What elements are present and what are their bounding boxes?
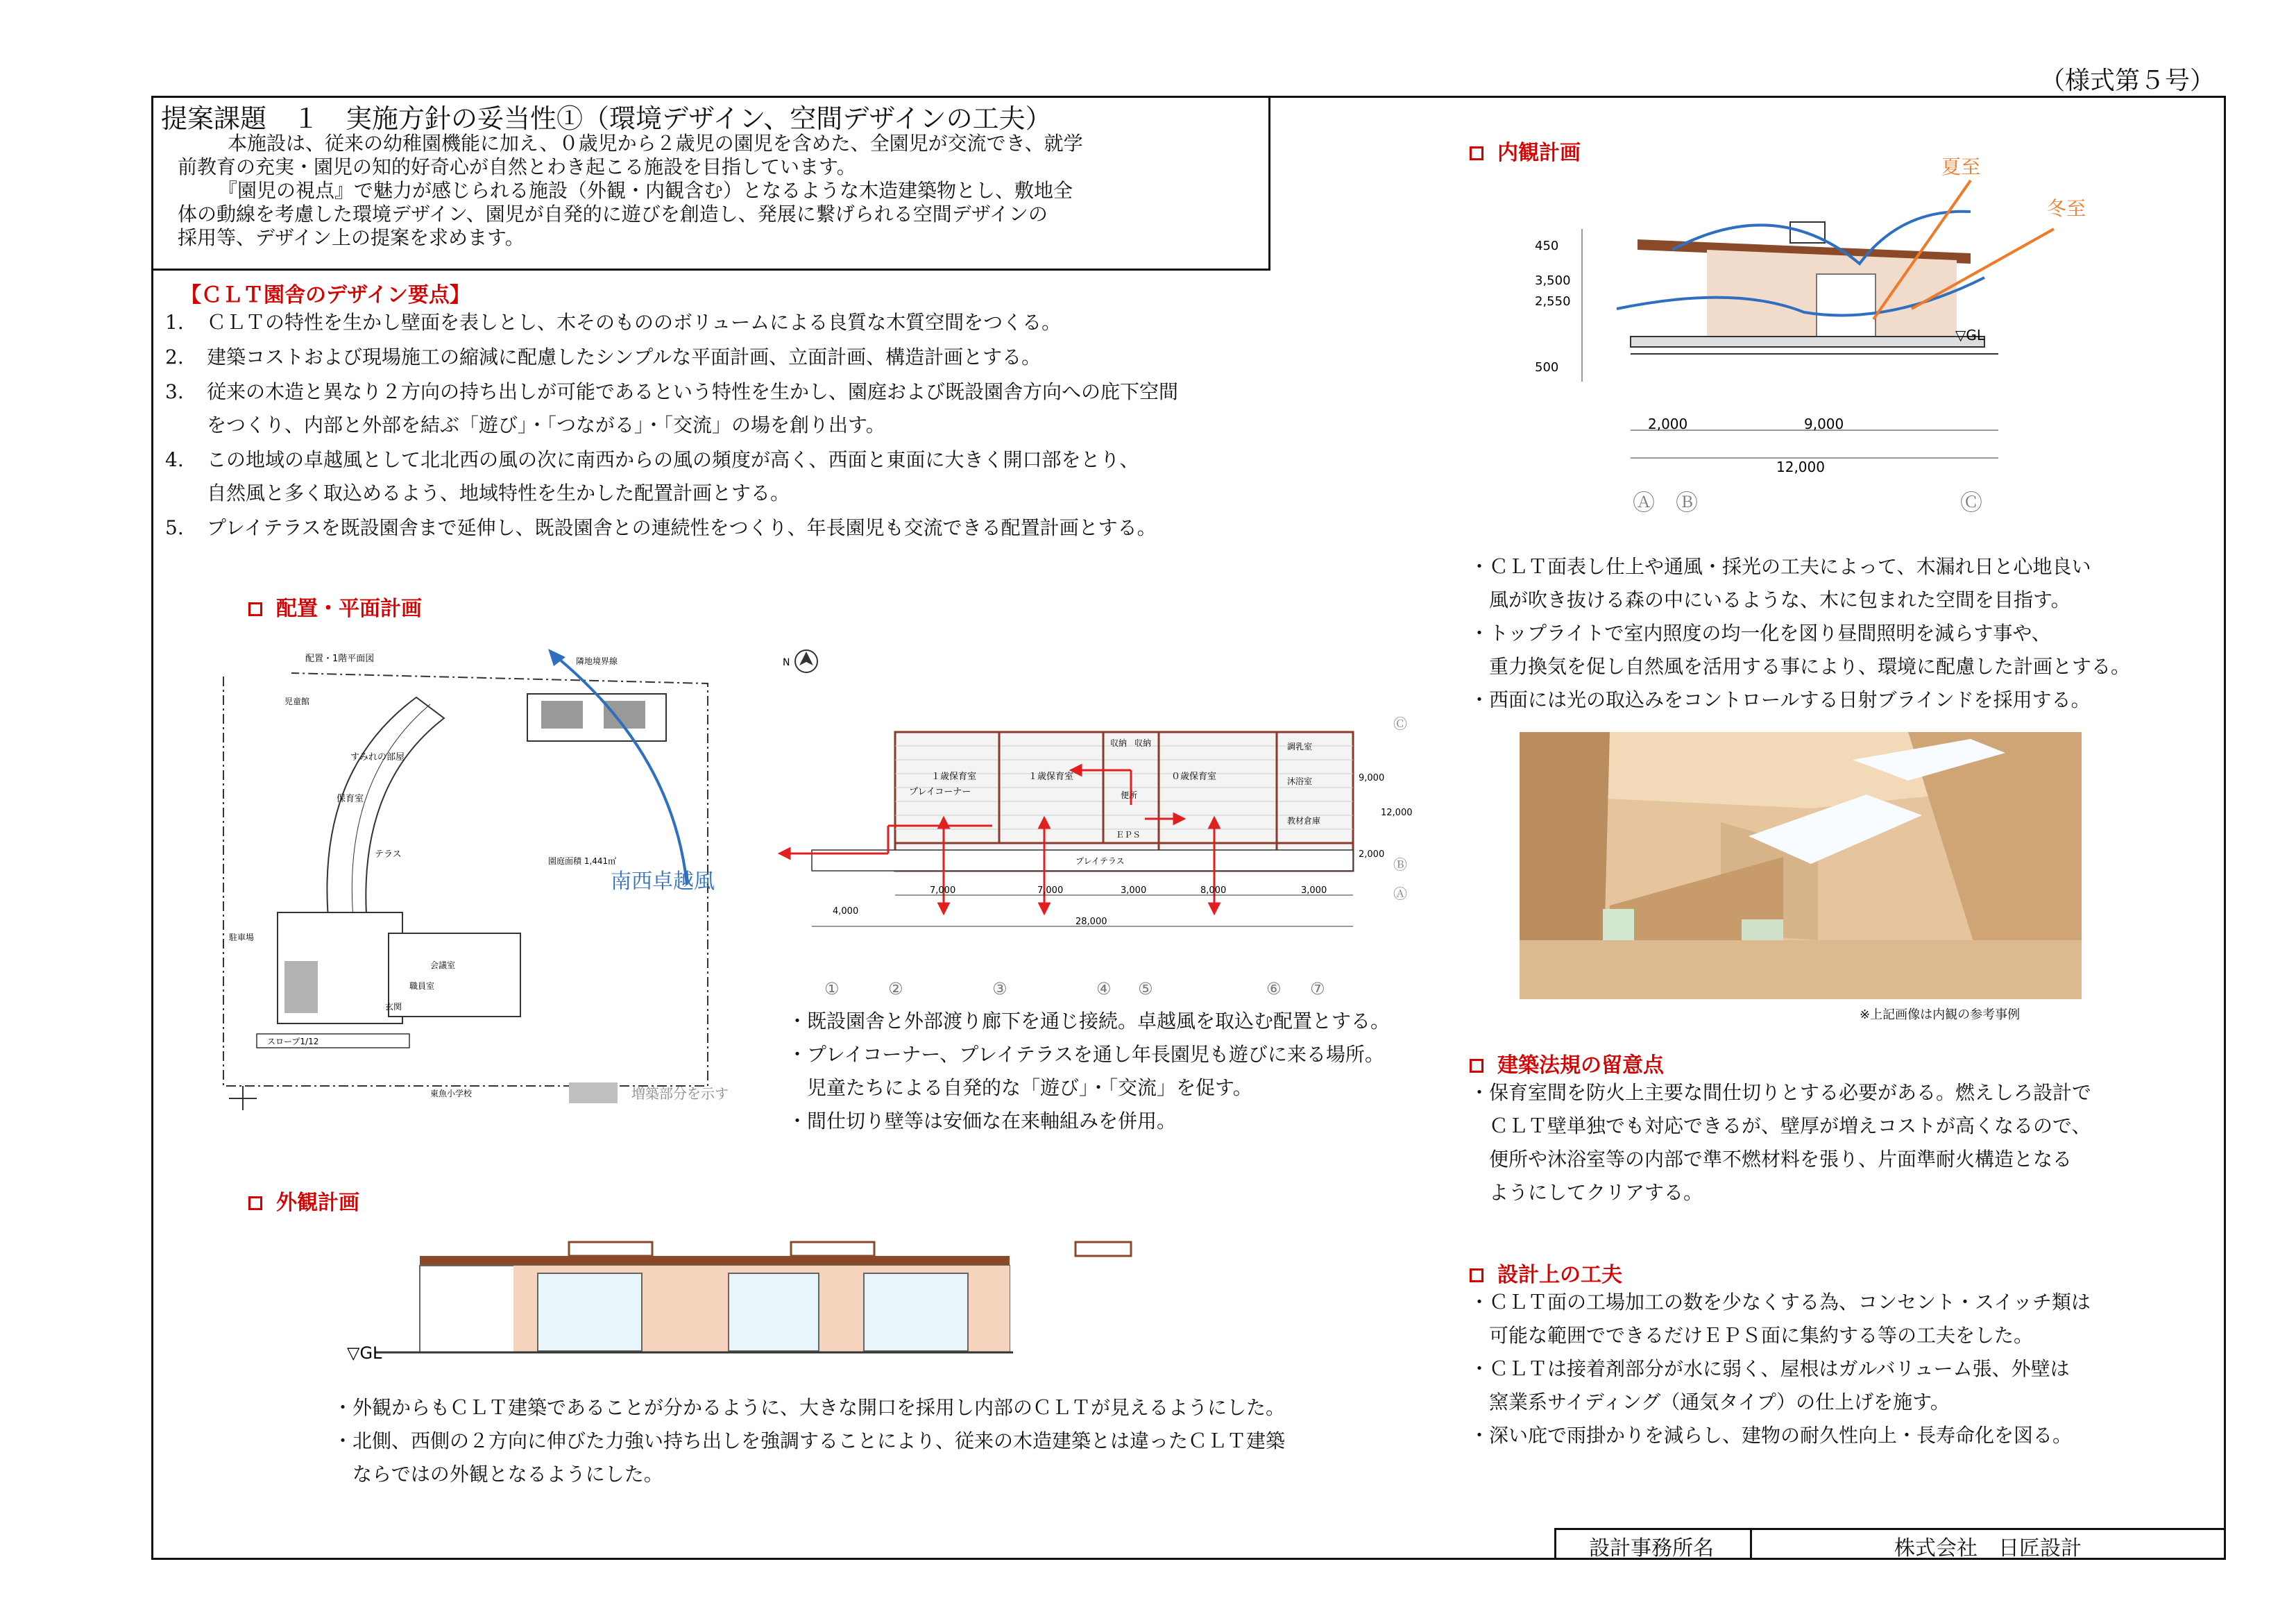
- grid-axis-label: ⑥: [1266, 979, 1282, 999]
- interior-notes: [1470, 555, 2233, 722]
- task-title: 提案課題 １ 実施方針の妥当性①（環境デザイン、空間デザインの工夫）: [161, 103, 1052, 134]
- dim-label: 3,500: [1535, 273, 1571, 288]
- room-label: すみれの部屋: [350, 752, 405, 763]
- grid-axis-label: ⑤: [1138, 979, 1153, 999]
- note-line: ・ＣＬＴは接着剤部分が水に弱く、屋根はガルバリューム張、外壁は: [1470, 1357, 2070, 1380]
- interior-section: [1527, 153, 2086, 527]
- axis-label: Ⓑ: [1676, 489, 1699, 516]
- svg-text:N: N: [783, 657, 790, 668]
- legend-swatch: [569, 1082, 618, 1103]
- list-number: 5.: [165, 516, 184, 539]
- dim-label: 3,000: [1121, 885, 1147, 896]
- winter-label: 冬至: [2047, 197, 2086, 220]
- school-label: 東魚小学校: [430, 1089, 473, 1098]
- office-wing: [389, 933, 520, 1017]
- list-number: 4.: [165, 448, 184, 471]
- design-ideas-heading: 設計上の工夫: [1470, 1257, 1622, 1288]
- note-line: ・トップライトで室内照度の均一化を図り昼間照明を減らす事や、: [1470, 622, 2051, 645]
- note-line: 可能な範囲でできるだけＥＰＳ面に集約する等の工夫をした。: [1470, 1324, 2034, 1347]
- wind-label: 南西卓越風: [611, 869, 715, 894]
- note-line: 重力換気を促し自然風を活用する事により、環境に配慮した計画とする。: [1470, 655, 2131, 678]
- interior-photo: [1520, 732, 2082, 999]
- dim-label: 3,000: [1301, 885, 1327, 896]
- window: [864, 1273, 968, 1351]
- list-number: 1.: [165, 311, 184, 334]
- dim-label: 12,000: [1381, 808, 1413, 818]
- note-line: 窯業系サイディング（通気タイプ）の仕上げを施す。: [1470, 1391, 1950, 1413]
- room-label: スロープ1/12: [267, 1037, 319, 1046]
- toplight: [1075, 1242, 1131, 1256]
- list-text: 自然風と多く取込めるよう、地域特性を生かした配置計画とする。: [207, 482, 790, 504]
- toplight: [791, 1242, 874, 1256]
- note-line: 児童たちによる自発的な「遊び」・「交流」を促す。: [788, 1076, 1252, 1099]
- office-separator: [1750, 1528, 1752, 1560]
- window: [729, 1273, 819, 1351]
- dim-label: 12,000: [1776, 459, 1825, 475]
- exterior-notes: [333, 1396, 1374, 1500]
- task-desc-line: 『園児の視点』で魅力が感じられる施設（外観・内観含む）となるような木造建築物とし、敷地全: [208, 179, 1073, 202]
- note-line: ・ＣＬＴ面の工場加工の数を少なくする為、コンセント・スイッチ類は: [1470, 1291, 2091, 1314]
- grid-axis-label: ②: [888, 979, 903, 999]
- exterior-elevation: [333, 1235, 1027, 1363]
- room-label: 玄関: [385, 1002, 402, 1012]
- note-line: ・外観からもＣＬＴ建築であることが分かるように、大きな開口を採用し内部のＣＬＴが見えるようにした。: [333, 1396, 1286, 1419]
- note-line: ・保育室間を防火上主要な間仕切りとする必要がある。燃えしろ設計で: [1470, 1081, 2092, 1104]
- floor-plan-drawing: [770, 642, 1413, 1003]
- gl-label: ▽GL: [347, 1343, 382, 1363]
- dim-total: 28,000: [1075, 917, 1107, 927]
- interior-photo-illustration: [1520, 732, 2082, 999]
- summer-label: 夏至: [1941, 155, 1981, 178]
- list-text: 建築コストおよび現場施工の縮減に配慮したシンプルな平面計画、立面計画、構造計画とする。: [207, 346, 1041, 368]
- dim-label: 9,000: [1359, 773, 1385, 783]
- task-desc-line: 体の動線を考慮した環境デザイン、園児が自発的に遊びを創造し、発展に繋げられる空間デザインの: [178, 203, 1048, 226]
- checkbox-square-icon: [248, 1196, 262, 1210]
- grid-axis-label: ⑦: [1310, 979, 1325, 999]
- grid-axis-label: ③: [992, 979, 1007, 999]
- list-text: ＣＬＴの特性を生かし壁面を表しとし、木そのもののボリュームによる良質な木質空間をつくる。: [207, 311, 1062, 334]
- room-label: 職員室: [409, 981, 435, 991]
- dim-label: 7,000: [930, 885, 956, 896]
- room-label: 沐浴室: [1287, 776, 1313, 786]
- room-label: 収納: [1134, 738, 1152, 748]
- room-label: 児童館: [284, 697, 310, 706]
- dim-label: 450: [1535, 239, 1559, 253]
- grid-axis-label: ④: [1096, 979, 1112, 999]
- road-label: 隣地境界線: [576, 656, 618, 666]
- checkbox-square-icon: [1470, 1059, 1483, 1073]
- grid-row-label: Ⓒ: [1393, 715, 1407, 732]
- note-line: ・ＣＬＴ面表し仕上や通風・採光の工夫によって、木漏れ日と心地良い: [1470, 555, 2091, 578]
- list-text: をつくり、内部と外部を結ぶ「遊び」・「つながる」・「交流」の場を創り出す。: [207, 414, 885, 436]
- grid-axis-label: ①: [824, 979, 840, 999]
- note-line: ・既設園舎と外部渡り廊下を通じ接続。卓越風を取込む配置とする。: [788, 1010, 1391, 1033]
- room-label: ０歳保育室: [1171, 772, 1217, 782]
- room-label: 園庭面積 1,441㎡: [548, 856, 617, 866]
- office-name: 株式会社 日匠設計: [1894, 1536, 2082, 1561]
- room-label: １歳保育室: [931, 772, 977, 782]
- site-plan-heading: 配置・平面計画: [248, 591, 422, 622]
- note-line: ようにしてクリアする。: [1470, 1181, 1703, 1204]
- legend-label: 増築部分を示す: [631, 1085, 729, 1102]
- list-text: プレイテラスを既設園舎まで延伸し、既設園舎との連続性をつくり、年長園児も交流できる配置計画とする。: [207, 516, 1157, 539]
- compass-icon: [783, 650, 817, 672]
- room-label: プレイテラス: [1075, 856, 1125, 866]
- building-law-heading: 建築法規の留意点: [1470, 1048, 1664, 1078]
- room-label: テラス: [375, 849, 402, 860]
- checkbox-square-icon: [1470, 1268, 1483, 1282]
- note-line: 風が吹き抜ける森の中にいるような、木に包まれた空間を目指す。: [1470, 588, 2070, 611]
- room-label: 収納: [1110, 738, 1128, 748]
- form-label: （様式第５号）: [2040, 67, 2216, 95]
- task-desc-line: 本施設は、従来の幼稚園機能に加え、０歳児から２歳児の園児を含めた、全園児が交流でき、就学: [208, 132, 1083, 155]
- room-label: 便所: [1121, 790, 1138, 800]
- new-building-curve: [327, 697, 444, 933]
- note-line: ・間仕切り壁等は安価な在来軸組みを併用。: [788, 1110, 1177, 1132]
- dim-label: 2,000: [1359, 849, 1385, 860]
- room-label: プレイコーナー: [909, 787, 971, 797]
- dim-label: 500: [1535, 360, 1559, 375]
- task-desc-line: 前教育の充実・園児の知的好奇心が自然とわき起こる施設を目指しています。: [178, 155, 856, 178]
- note-line: ・プレイコーナー、プレイテラスを通し年長園児も遊びに来る場所。: [788, 1043, 1384, 1066]
- building-law-notes: [1470, 1081, 2233, 1220]
- room-label: １歳保育室: [1028, 772, 1074, 782]
- dim-label: 7,000: [1037, 885, 1064, 896]
- photo-caption: ※上記画像は内観の参考事例: [1860, 1008, 2021, 1022]
- list-number: 2.: [165, 346, 184, 368]
- checkbox-square-icon: [1470, 146, 1483, 160]
- interior-heading: 内観計画: [1470, 135, 1581, 166]
- clt-design-heading: 【ＣＬＴ園舎のデザイン要点】: [180, 283, 470, 307]
- design-ideas-notes: [1470, 1291, 2233, 1464]
- dim-label: 8,000: [1200, 885, 1227, 896]
- room-label: 教材倉庫: [1287, 816, 1321, 826]
- room-label: 駐車場: [229, 933, 255, 942]
- axis-label: Ⓒ: [1960, 489, 1983, 516]
- roof-slab: [420, 1256, 1010, 1266]
- grid-row-label: Ⓐ: [1393, 885, 1407, 902]
- gl-label: ▽GL: [1955, 327, 1985, 343]
- office-label: 設計事務所名: [1589, 1536, 1714, 1561]
- site-plan-drawing: [187, 635, 742, 1114]
- existing-building-hatch: [604, 701, 645, 729]
- task-description: [178, 132, 1083, 250]
- checkbox-square-icon: [248, 602, 262, 616]
- wind-arrow-line: [555, 656, 687, 885]
- room-label: 調乳室: [1287, 742, 1313, 751]
- note-line: ならではの外観となるようにした。: [333, 1463, 663, 1486]
- room-label: 保育室: [337, 794, 364, 804]
- floor-slab: [1631, 337, 1984, 347]
- list-number: 3.: [165, 380, 184, 403]
- room-label: ＥＰＳ: [1116, 830, 1141, 840]
- note-line: ・西面には光の取込みをコントロールする日射ブラインドを採用する。: [1470, 688, 2091, 711]
- site-notes: [788, 1010, 1412, 1148]
- exterior-heading: 外観計画: [248, 1185, 359, 1216]
- list-text: 従来の木造と異なり２方向の持ち出しが可能であるという特性を生かし、園庭および既設園舎方向への庇下空間: [207, 380, 1179, 403]
- task-desc-line: 採用等、デザイン上の提案を求めます。: [178, 226, 525, 249]
- window: [1817, 274, 1876, 337]
- note-line: 便所や沐浴室等の内部で準不燃材料を張り、片面準耐火構造となる: [1470, 1148, 2073, 1171]
- dim-label: 4,000: [833, 906, 859, 917]
- note-line: ・深い庇で雨掛かりを減らし、建物の耐久性向上・長寿命化を図る。: [1470, 1424, 2073, 1447]
- axis-label: Ⓐ: [1633, 489, 1656, 516]
- extension-hatch: [284, 961, 318, 1013]
- list-text: この地域の卓越風として北北西の風の次に南西からの風の頻度が高く、西面と東面に大きく開口部をとり、: [207, 448, 1139, 471]
- existing-building-hatch: [541, 701, 583, 729]
- room-label: 会議室: [430, 960, 456, 970]
- toplight: [569, 1242, 652, 1256]
- note-line: ・北側、西側の２方向に伸びた力強い持ち出しを強調することにより、従来の木造建築とは違ったＣＬＴ建築: [333, 1429, 1286, 1452]
- window: [538, 1273, 642, 1351]
- dim-label: 2,550: [1535, 294, 1571, 309]
- north-arrow-icon: [229, 1086, 257, 1110]
- site-plan-title: 配置・1階平面図: [305, 654, 375, 664]
- dim-label: 9,000: [1804, 416, 1844, 432]
- dim-label: 2,000: [1648, 416, 1688, 432]
- clt-design-list: [165, 311, 1275, 554]
- note-line: ＣＬＴ壁単独でも対応できるが、壁厚が増えコストが高くなるので、: [1470, 1114, 2091, 1137]
- grid-row-label: Ⓑ: [1393, 856, 1407, 873]
